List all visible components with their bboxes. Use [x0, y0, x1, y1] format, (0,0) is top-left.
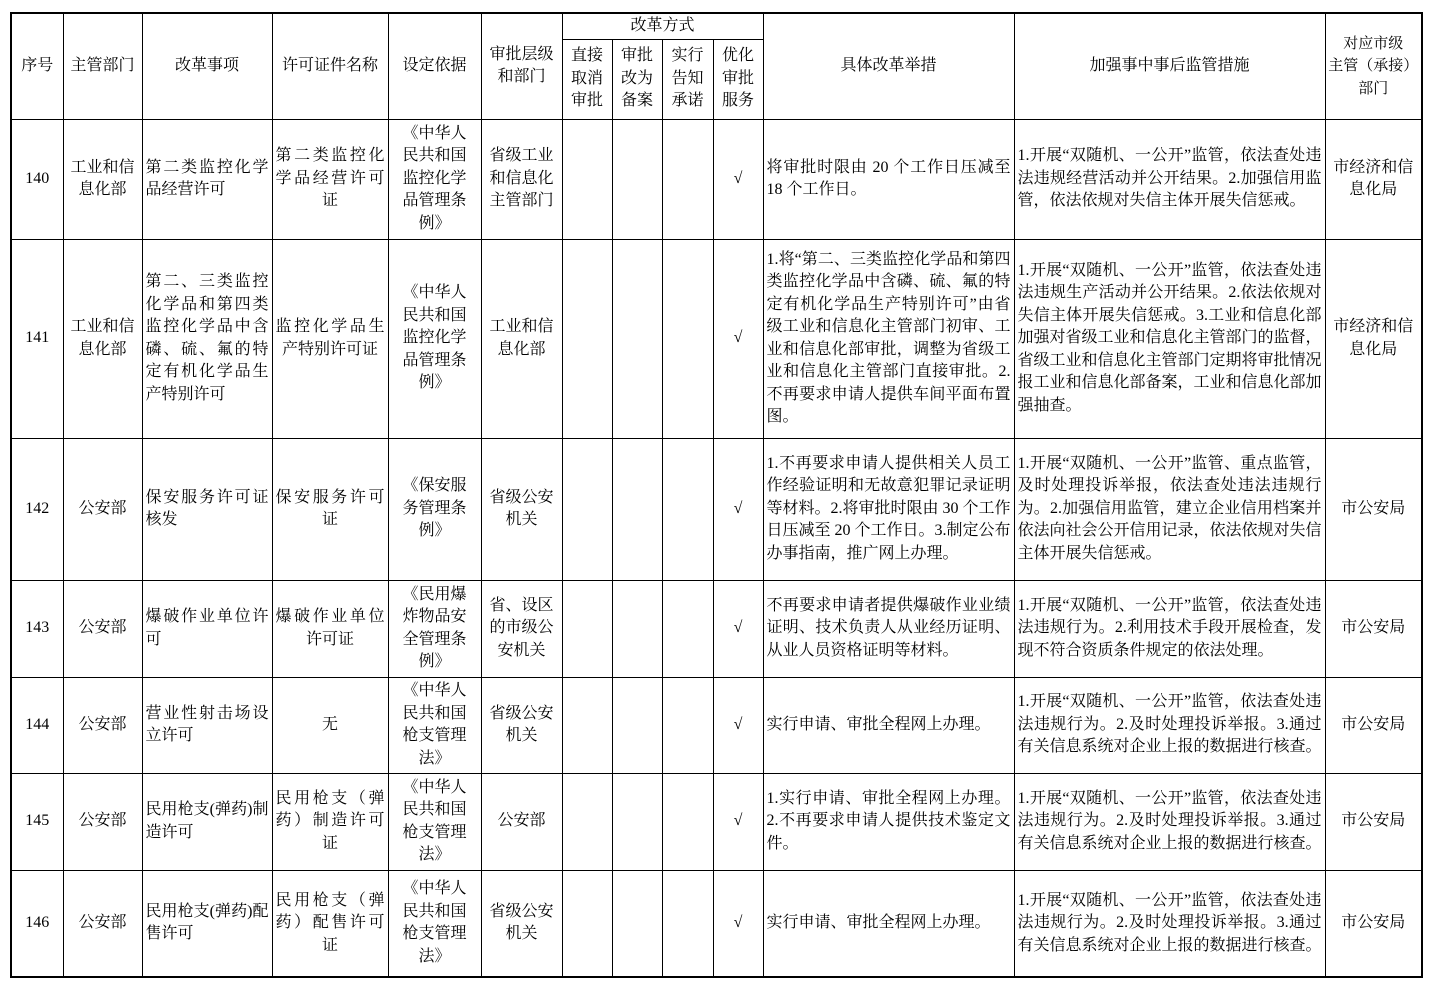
- check-mark: √: [733, 914, 743, 931]
- table-row: [11, 870, 1422, 977]
- dept-text: 公安部: [78, 812, 127, 830]
- header-filing: 审批 改为 备案: [612, 39, 662, 119]
- header-supervision: 加强事中事后监管措施: [1014, 13, 1325, 119]
- measures-cell: [763, 438, 1014, 580]
- license-text: 第二类监控化学品经营许可证: [275, 147, 385, 210]
- license-cell: [272, 870, 388, 977]
- check-mark: √: [733, 169, 743, 187]
- check-mark: √: [733, 715, 743, 733]
- filing-cell: [612, 438, 662, 580]
- filing-cell: [612, 870, 662, 977]
- city-dept-text: 市经济和信息化局: [1333, 158, 1414, 198]
- seq-text: 144: [25, 715, 50, 733]
- filing-cell: [612, 773, 662, 870]
- supervision-text: 1.开展“双随机、一公开”监管，依法查处违法违规行为。2.及时处理投诉举报。3.通过有关信息系统对企业上报的数据进行核查。: [1017, 693, 1322, 756]
- license-cell: [272, 119, 388, 239]
- header-measures: 具体改革举措: [763, 13, 1014, 119]
- level-cell: [481, 438, 562, 580]
- header-reform-mode: 改革方式: [562, 13, 763, 39]
- level-text: 省级公安机关: [489, 704, 554, 744]
- cancel-cell: [562, 773, 612, 870]
- seq-text: 142: [25, 499, 50, 517]
- level-cell: [481, 580, 562, 677]
- table-row: [11, 438, 1422, 580]
- basis-cell: [388, 677, 481, 773]
- cancel-cell: [562, 580, 612, 677]
- supervision-text: 1.开展“双随机、一公开”监管，依法查处违法违规行为。2.及时处理投诉举报。3.通过有关信息系统对企业上报的数据进行核查。: [1017, 891, 1322, 954]
- seq-text: 140: [25, 169, 50, 187]
- measures-cell: [763, 119, 1014, 239]
- license-text: 无: [321, 715, 338, 733]
- dept-text: 公安部: [78, 914, 127, 931]
- measures-text: 不再要求申请者提供爆破作业业绩证明、技术负责人从业经历证明、从业人员资格证明等材料。: [766, 596, 1011, 659]
- supervision-cell: [1014, 438, 1325, 580]
- item-text: 爆破作业单位许可: [145, 608, 269, 648]
- promise-cell: [662, 773, 713, 870]
- table-body: [11, 119, 1422, 977]
- supervision-cell: [1014, 119, 1325, 239]
- city-dept-text: 市经济和信息化局: [1333, 318, 1414, 358]
- promise-cell: [662, 870, 713, 977]
- level-text: 公安部: [497, 812, 546, 830]
- header-city-dept: 对应市级 主管（承接） 部门: [1325, 13, 1422, 119]
- dept-cell: [63, 239, 142, 438]
- table-row: [11, 773, 1422, 870]
- dept-text: 公安部: [78, 619, 127, 637]
- filing-cell: [612, 119, 662, 239]
- supervision-cell: [1014, 677, 1325, 773]
- table-row: [11, 677, 1422, 773]
- promise-cell: [662, 677, 713, 773]
- item-text: 第二、三类监控化学品和第四类监控化学品中含磷、硫、氟的特定有机化学品生产特别许可: [145, 273, 269, 403]
- license-cell: [272, 438, 388, 580]
- basis-text: 《中华人民共和国枪支管理法》: [402, 778, 467, 863]
- promise-cell: [662, 119, 713, 239]
- city-dept-text: 市公安局: [1341, 715, 1406, 733]
- header-item: 改革事项: [142, 13, 272, 119]
- measures-text: 1.将“第二、三类监控化学品和第四类监控化学品中含磷、硫、氟的特定有机化学品生产特别许可”由省级工业和信息化主管部门初审、工业和信息化部审批，调整为省级工业和信息化主管部门直接审批。2.不再要求申请人提供车间平面布置图。: [766, 250, 1011, 425]
- level-cell: [481, 870, 562, 977]
- basis-cell: [388, 870, 481, 977]
- measures-cell: [763, 677, 1014, 773]
- optimize-cell: [713, 870, 763, 977]
- basis-cell: [388, 239, 481, 438]
- filing-cell: [612, 677, 662, 773]
- measures-text: 1.不再要求申请人提供相关人员工作经验证明和无故意犯罪记录证明等材料。2.将审批时限由 30 个工作日压减至 20 个工作日。3.制定公布办事指南，推广网上办理。: [766, 454, 1011, 562]
- seq-cell: [11, 677, 63, 773]
- table-row: [11, 119, 1422, 239]
- item-cell: [142, 119, 272, 239]
- measures-cell: [763, 239, 1014, 438]
- city-dept-cell: [1325, 580, 1422, 677]
- promise-cell: [662, 239, 713, 438]
- supervision-text: 1.开展“双随机、一公开”监管，依法查处违法违规行为。2.利用技术手段开展检查，发现不符合资质条件规定的依法处理。: [1017, 596, 1322, 659]
- header-promise: 实行 告知 承诺: [662, 39, 713, 119]
- optimize-cell: [713, 773, 763, 870]
- check-mark: √: [733, 329, 743, 347]
- dept-text: 工业和信息化部: [70, 318, 135, 358]
- license-cell: [272, 239, 388, 438]
- city-dept-text: 市公安局: [1341, 812, 1406, 830]
- dept-text: 工业和信息化部: [70, 158, 135, 198]
- dept-cell: [63, 580, 142, 677]
- license-cell: [272, 773, 388, 870]
- item-cell: [142, 239, 272, 438]
- seq-text: 146: [25, 914, 50, 931]
- supervision-text: 1.开展“双随机、一公开”监管、重点监管，及时处理投诉举报，依法查处违法违规行为。2.加强信用监管，建立企业信用档案并依法向社会公开信用记录，依法依规对失信主体开展失信惩戒。: [1017, 454, 1322, 562]
- item-text: 民用枪支(弹药)配售许可: [145, 902, 269, 943]
- header-basis: 设定依据: [388, 13, 481, 119]
- city-dept-cell: [1325, 870, 1422, 977]
- measures-text: 实行申请、审批全程网上办理。: [766, 914, 991, 931]
- seq-cell: [11, 580, 63, 677]
- basis-text: 《中华人民共和国枪支管理法》: [402, 682, 467, 767]
- promise-cell: [662, 580, 713, 677]
- dept-cell: [63, 119, 142, 239]
- seq-cell: [11, 773, 63, 870]
- check-mark: √: [733, 499, 743, 517]
- item-text: 民用枪支(弹药)制造许可: [145, 801, 269, 841]
- filing-cell: [612, 239, 662, 438]
- measures-text: 实行申请、审批全程网上办理。: [766, 715, 991, 733]
- city-dept-cell: [1325, 119, 1422, 239]
- city-dept-cell: [1325, 438, 1422, 580]
- level-text: 省级公安机关: [489, 488, 554, 528]
- header-optimize: 优化 审批 服务: [713, 39, 763, 119]
- optimize-cell: [713, 438, 763, 580]
- supervision-cell: [1014, 870, 1325, 977]
- basis-cell: [388, 438, 481, 580]
- optimize-cell: [713, 580, 763, 677]
- cancel-cell: [562, 438, 612, 580]
- basis-text: 《保安服务管理条例》: [402, 477, 467, 540]
- basis-text: 《中华人民共和国监控化学品管理条例》: [402, 124, 467, 232]
- seq-text: 145: [25, 812, 50, 830]
- basis-text: 《中华人民共和国监控化学品管理条例》: [402, 284, 467, 392]
- level-text: 省级公安机关: [489, 902, 554, 943]
- level-cell: [481, 239, 562, 438]
- item-text: 营业性射击场设立许可: [145, 704, 269, 744]
- basis-cell: [388, 773, 481, 870]
- supervision-text: 1.开展“双随机、一公开”监管，依法查处违法违规经营活动并公开结果。2.加强信用监管，依法依规对失信主体开展失信惩戒。: [1017, 147, 1322, 210]
- dept-cell: [63, 677, 142, 773]
- seq-cell: [11, 119, 63, 239]
- cancel-cell: [562, 119, 612, 239]
- check-mark: √: [733, 619, 743, 637]
- level-cell: [481, 119, 562, 239]
- table-header: [11, 13, 1422, 119]
- supervision-cell: [1014, 239, 1325, 438]
- item-cell: [142, 773, 272, 870]
- measures-cell: [763, 580, 1014, 677]
- promise-cell: [662, 438, 713, 580]
- table-row: [11, 580, 1422, 677]
- reform-table: [10, 12, 1423, 978]
- license-text: 爆破作业单位许可证: [275, 608, 385, 648]
- check-mark: √: [733, 812, 743, 830]
- basis-cell: [388, 580, 481, 677]
- basis-cell: [388, 119, 481, 239]
- header-license: 许可证件名称: [272, 13, 388, 119]
- header-cancel: 直接 取消 审批: [562, 39, 612, 119]
- dept-text: 公安部: [78, 499, 127, 517]
- seq-cell: [11, 870, 63, 977]
- level-cell: [481, 677, 562, 773]
- seq-text: 143: [25, 619, 50, 637]
- city-dept-cell: [1325, 677, 1422, 773]
- filing-cell: [612, 580, 662, 677]
- license-text: 监控化学品生产特别许可证: [275, 318, 385, 358]
- measures-cell: [763, 870, 1014, 977]
- level-text: 省级工业和信息化主管部门: [489, 147, 554, 210]
- city-dept-text: 市公安局: [1341, 499, 1406, 517]
- optimize-cell: [713, 239, 763, 438]
- item-cell: [142, 438, 272, 580]
- basis-text: 《民用爆炸物品安全管理条例》: [402, 585, 467, 670]
- city-dept-cell: [1325, 239, 1422, 438]
- cancel-cell: [562, 870, 612, 977]
- header-level: 审批层级 和部门: [481, 13, 562, 119]
- license-text: 民用枪支（弹药）配售许可证: [275, 891, 385, 954]
- measures-text: 将审批时限由 20 个工作日压减至 18 个工作日。: [766, 158, 1011, 198]
- item-text: 保安服务许可证核发: [145, 488, 269, 528]
- license-cell: [272, 580, 388, 677]
- cancel-cell: [562, 239, 612, 438]
- basis-text: 《中华人民共和国枪支管理法》: [402, 880, 467, 965]
- city-dept-cell: [1325, 773, 1422, 870]
- supervision-cell: [1014, 773, 1325, 870]
- city-dept-text: 市公安局: [1341, 619, 1406, 637]
- item-cell: [142, 580, 272, 677]
- seq-text: 141: [25, 329, 50, 347]
- license-text: 保安服务许可证: [275, 488, 385, 528]
- header-dept: 主管部门: [63, 13, 142, 119]
- seq-cell: [11, 239, 63, 438]
- item-cell: [142, 870, 272, 977]
- level-text: 工业和信息化部: [489, 318, 554, 358]
- measures-text: 1.实行申请、审批全程网上办理。2.不再要求申请人提供技术鉴定文件。: [766, 789, 1011, 852]
- dept-cell: [63, 870, 142, 977]
- measures-cell: [763, 773, 1014, 870]
- city-dept-text: 市公安局: [1341, 914, 1406, 931]
- dept-cell: [63, 438, 142, 580]
- supervision-cell: [1014, 580, 1325, 677]
- license-cell: [272, 677, 388, 773]
- seq-cell: [11, 438, 63, 580]
- supervision-text: 1.开展“双随机、一公开”监管，依法查处违法违规行为。2.及时处理投诉举报。3.通过有关信息系统对企业上报的数据进行核查。: [1017, 789, 1322, 852]
- optimize-cell: [713, 677, 763, 773]
- supervision-text: 1.开展“双随机、一公开”监管，依法查处违法违规生产活动并公开结果。2.依法依规对失信主体开展失信惩戒。3.工业和信息化部加强对省级工业和信息化主管部门的监督，省级工业和信息化主管部门定期将审批情况报工业和信息化部备案，工业和信息化部加强抽查。: [1017, 261, 1322, 414]
- table-row: [11, 239, 1422, 438]
- dept-text: 公安部: [78, 715, 127, 733]
- level-text: 省、设区的市级公安机关: [489, 596, 554, 659]
- item-text: 第二类监控化学品经营许可: [145, 158, 269, 198]
- dept-cell: [63, 773, 142, 870]
- header-seq: 序号: [11, 13, 63, 119]
- level-cell: [481, 773, 562, 870]
- license-text: 民用枪支（弹药）制造许可证: [275, 789, 385, 852]
- item-cell: [142, 677, 272, 773]
- optimize-cell: [713, 119, 763, 239]
- header-row-top: [11, 13, 1422, 39]
- cancel-cell: [562, 677, 612, 773]
